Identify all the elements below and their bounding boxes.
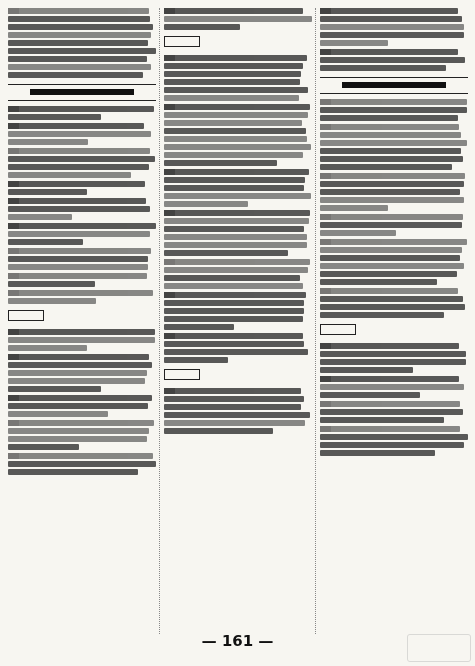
left-column	[8, 6, 156, 478]
item-number-placeholder	[164, 292, 175, 298]
text-line-placeholder	[8, 148, 150, 154]
page-number: — 161 —	[201, 632, 274, 650]
text-line-placeholder	[8, 156, 155, 162]
text-line-placeholder	[164, 120, 302, 126]
text-line-placeholder	[8, 453, 153, 459]
answer-item	[320, 49, 468, 71]
answer-item	[164, 388, 312, 434]
text-line-placeholder	[8, 24, 153, 30]
text-line-placeholder	[164, 104, 310, 110]
item-number-placeholder	[164, 104, 175, 110]
text-line-placeholder	[320, 156, 463, 162]
item-number-placeholder	[8, 273, 19, 279]
text-line-placeholder	[8, 403, 148, 409]
text-line-placeholder	[164, 210, 310, 216]
answer-item	[164, 210, 312, 256]
text-line-placeholder	[320, 124, 459, 130]
text-line-placeholder	[320, 57, 465, 63]
answer-item	[8, 106, 156, 120]
answer-item	[8, 420, 156, 450]
text-line-placeholder	[164, 242, 307, 248]
text-line-placeholder	[164, 357, 228, 363]
text-line-placeholder	[164, 152, 303, 158]
text-line-placeholder	[320, 99, 467, 105]
text-line-placeholder	[320, 296, 463, 302]
text-line-placeholder	[8, 131, 151, 137]
text-line-placeholder	[8, 181, 145, 187]
text-line-placeholder	[320, 107, 467, 113]
answer-item	[164, 333, 312, 363]
answer-item	[8, 198, 156, 220]
item-number-placeholder	[8, 198, 19, 204]
text-line-placeholder	[164, 283, 303, 289]
text-line-placeholder	[320, 376, 459, 382]
text-line-placeholder	[164, 275, 300, 281]
answer-item	[164, 8, 312, 30]
answer-item	[164, 104, 312, 166]
answer-item	[320, 173, 468, 211]
text-line-placeholder	[164, 169, 309, 175]
boxed-label-placeholder	[8, 310, 44, 321]
item-number-placeholder	[8, 354, 19, 360]
text-line-placeholder	[320, 384, 464, 390]
text-line-placeholder	[320, 24, 464, 30]
text-line-placeholder	[164, 388, 301, 394]
item-number-placeholder	[164, 210, 175, 216]
text-line-placeholder	[8, 461, 156, 467]
answer-item	[320, 288, 468, 318]
answer-item	[8, 8, 156, 78]
text-line-placeholder	[164, 144, 311, 150]
text-line-placeholder	[164, 201, 248, 207]
text-line-placeholder	[320, 230, 396, 236]
text-line-placeholder	[320, 367, 413, 373]
text-line-placeholder	[320, 189, 460, 195]
item-number-placeholder	[8, 395, 19, 401]
answer-item	[8, 453, 156, 475]
text-line-placeholder	[164, 412, 310, 418]
answer-item	[8, 329, 156, 351]
text-line-placeholder	[8, 444, 79, 450]
text-line-placeholder	[8, 172, 131, 178]
answer-item	[320, 99, 468, 121]
item-number-placeholder	[320, 343, 331, 349]
text-line-placeholder	[8, 386, 101, 392]
watermark-stamp	[407, 634, 471, 662]
text-line-placeholder	[320, 140, 467, 146]
text-line-placeholder	[164, 79, 300, 85]
text-line-placeholder	[164, 16, 312, 22]
text-line-placeholder	[164, 63, 303, 69]
text-line-placeholder	[320, 148, 461, 154]
text-line-placeholder	[164, 128, 306, 134]
text-line-placeholder	[164, 55, 307, 61]
item-number-placeholder	[320, 124, 331, 130]
text-line-placeholder	[8, 298, 96, 304]
answer-item	[320, 343, 468, 373]
text-line-placeholder	[164, 112, 308, 118]
text-line-placeholder	[8, 139, 88, 145]
text-line-placeholder	[164, 160, 277, 166]
text-line-placeholder	[320, 263, 464, 269]
item-number-placeholder	[320, 214, 331, 220]
text-line-placeholder	[8, 239, 83, 245]
text-line-placeholder	[8, 206, 150, 212]
text-line-placeholder	[320, 442, 464, 448]
text-line-placeholder	[320, 426, 460, 432]
text-line-placeholder	[320, 214, 463, 220]
text-line-placeholder	[8, 378, 145, 384]
text-line-placeholder	[320, 271, 457, 277]
item-number-placeholder	[164, 259, 175, 265]
text-line-placeholder	[320, 181, 464, 187]
item-number-placeholder	[8, 106, 19, 112]
text-line-placeholder	[8, 198, 146, 204]
text-line-placeholder	[8, 290, 153, 296]
text-line-placeholder	[8, 354, 149, 360]
item-number-placeholder	[320, 49, 331, 55]
text-line-placeholder	[320, 359, 466, 365]
text-line-placeholder	[164, 24, 240, 30]
text-line-placeholder	[8, 189, 87, 195]
text-line-placeholder	[164, 300, 304, 306]
text-line-placeholder	[164, 341, 304, 347]
item-number-placeholder	[164, 388, 175, 394]
answer-item	[320, 376, 468, 398]
text-line-placeholder	[164, 267, 308, 273]
answer-item	[164, 259, 312, 289]
text-line-placeholder	[320, 49, 458, 55]
text-line-placeholder	[320, 343, 459, 349]
text-line-placeholder	[320, 304, 465, 310]
text-line-placeholder	[164, 259, 310, 265]
text-line-placeholder	[320, 32, 464, 38]
column-divider	[315, 8, 316, 634]
text-line-placeholder	[164, 250, 288, 256]
text-line-placeholder	[164, 226, 304, 232]
item-number-placeholder	[320, 173, 331, 179]
item-number-placeholder	[8, 453, 19, 459]
text-line-placeholder	[320, 239, 467, 245]
text-line-placeholder	[320, 173, 465, 179]
answer-item	[8, 123, 156, 145]
item-number-placeholder	[164, 8, 175, 14]
text-line-placeholder	[8, 256, 148, 262]
text-line-placeholder	[164, 87, 308, 93]
item-number-placeholder	[164, 169, 175, 175]
text-line-placeholder	[164, 95, 299, 101]
text-line-placeholder	[164, 292, 306, 298]
answer-item	[320, 426, 468, 456]
answer-item	[8, 148, 156, 178]
text-line-placeholder	[8, 420, 154, 426]
text-line-placeholder	[8, 281, 95, 287]
text-line-placeholder	[8, 223, 156, 229]
answer-item	[8, 273, 156, 287]
text-line-placeholder	[8, 64, 151, 70]
text-line-placeholder	[164, 396, 304, 402]
text-line-placeholder	[8, 395, 152, 401]
text-line-placeholder	[164, 308, 304, 314]
section-heading-text-placeholder	[30, 89, 134, 95]
answer-item	[8, 248, 156, 270]
item-number-placeholder	[8, 248, 19, 254]
text-line-placeholder	[8, 264, 148, 270]
answer-item	[8, 290, 156, 304]
text-line-placeholder	[164, 177, 305, 183]
text-line-placeholder	[8, 436, 147, 442]
section-heading-placeholder	[8, 84, 156, 101]
answer-item	[320, 214, 468, 236]
text-line-placeholder	[320, 434, 468, 440]
text-line-placeholder	[320, 205, 388, 211]
answer-item	[8, 181, 156, 195]
answer-item	[8, 354, 156, 392]
text-line-placeholder	[320, 450, 435, 456]
text-line-placeholder	[164, 234, 307, 240]
item-number-placeholder	[320, 99, 331, 105]
text-line-placeholder	[164, 185, 304, 191]
text-line-placeholder	[8, 164, 149, 170]
text-line-placeholder	[320, 115, 458, 121]
text-line-placeholder	[8, 329, 155, 335]
text-line-placeholder	[320, 164, 452, 170]
boxed-label-placeholder	[164, 36, 200, 47]
text-line-placeholder	[320, 351, 466, 357]
text-line-placeholder	[8, 48, 156, 54]
text-line-placeholder	[320, 8, 458, 14]
column-divider	[159, 8, 160, 634]
text-line-placeholder	[164, 333, 303, 339]
text-line-placeholder	[320, 417, 444, 423]
text-line-placeholder	[8, 248, 151, 254]
text-line-placeholder	[320, 312, 444, 318]
text-line-placeholder	[8, 123, 144, 129]
text-line-placeholder	[164, 218, 309, 224]
text-line-placeholder	[164, 71, 301, 77]
text-line-placeholder	[164, 8, 303, 14]
text-line-placeholder	[164, 324, 234, 330]
text-line-placeholder	[8, 231, 150, 237]
boxed-label-placeholder	[164, 369, 200, 380]
text-line-placeholder	[8, 40, 148, 46]
boxed-label-placeholder	[320, 324, 356, 335]
text-line-placeholder	[8, 106, 154, 112]
section-heading-placeholder	[320, 77, 468, 94]
text-line-placeholder	[320, 401, 460, 407]
text-line-placeholder	[8, 362, 152, 368]
item-number-placeholder	[320, 376, 331, 382]
text-line-placeholder	[8, 428, 149, 434]
answer-item	[164, 292, 312, 330]
text-line-placeholder	[320, 409, 463, 415]
text-line-placeholder	[320, 197, 464, 203]
text-line-placeholder	[8, 8, 149, 14]
text-line-placeholder	[320, 255, 460, 261]
answer-item	[320, 401, 468, 423]
text-line-placeholder	[320, 288, 458, 294]
text-line-placeholder	[8, 114, 101, 120]
item-number-placeholder	[320, 8, 331, 14]
item-number-placeholder	[320, 239, 331, 245]
text-line-placeholder	[8, 72, 143, 78]
item-number-placeholder	[320, 426, 331, 432]
text-line-placeholder	[320, 279, 437, 285]
item-number-placeholder	[8, 8, 19, 14]
text-line-placeholder	[8, 32, 151, 38]
section-heading-text-placeholder	[342, 82, 446, 88]
answer-item	[164, 55, 312, 101]
answer-item	[8, 395, 156, 417]
text-line-placeholder	[164, 428, 273, 434]
text-line-placeholder	[164, 420, 305, 426]
answer-item	[320, 8, 468, 46]
item-number-placeholder	[8, 123, 19, 129]
item-number-placeholder	[8, 290, 19, 296]
text-line-placeholder	[8, 411, 108, 417]
text-line-placeholder	[8, 370, 147, 376]
text-line-placeholder	[164, 349, 308, 355]
text-line-placeholder	[164, 316, 303, 322]
item-number-placeholder	[320, 401, 331, 407]
item-number-placeholder	[8, 223, 19, 229]
right-column	[320, 6, 468, 459]
text-line-placeholder	[8, 273, 147, 279]
text-line-placeholder	[8, 469, 138, 475]
text-line-placeholder	[320, 222, 462, 228]
text-line-placeholder	[320, 392, 420, 398]
answer-item	[320, 124, 468, 170]
text-line-placeholder	[320, 40, 388, 46]
answer-item	[8, 223, 156, 245]
item-number-placeholder	[8, 420, 19, 426]
middle-column	[164, 6, 312, 437]
item-number-placeholder	[164, 333, 175, 339]
text-line-placeholder	[164, 136, 307, 142]
text-line-placeholder	[320, 247, 462, 253]
text-line-placeholder	[320, 16, 462, 22]
item-number-placeholder	[164, 55, 175, 61]
text-line-placeholder	[8, 56, 147, 62]
text-line-placeholder	[8, 337, 155, 343]
text-line-placeholder	[8, 214, 72, 220]
answer-item	[320, 239, 468, 285]
text-line-placeholder	[8, 345, 87, 351]
text-line-placeholder	[8, 16, 150, 22]
text-line-placeholder	[320, 132, 461, 138]
text-line-placeholder	[320, 65, 446, 71]
item-number-placeholder	[320, 288, 331, 294]
answer-item	[164, 169, 312, 207]
text-line-placeholder	[164, 193, 311, 199]
item-number-placeholder	[8, 181, 19, 187]
item-number-placeholder	[8, 148, 19, 154]
item-number-placeholder	[8, 329, 19, 335]
text-line-placeholder	[164, 404, 301, 410]
